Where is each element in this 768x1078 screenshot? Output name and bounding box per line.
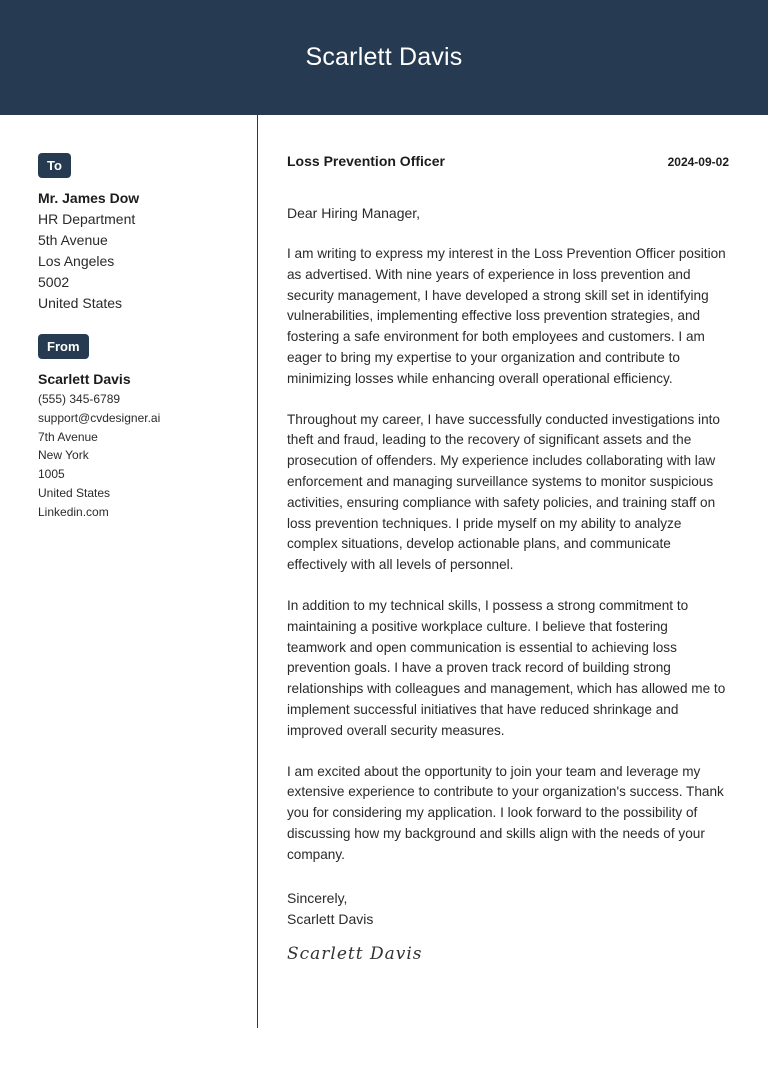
- sender-block: [38, 334, 243, 522]
- sender-phone: (555) 345-6789: [38, 392, 121, 406]
- sender-linkedin: Linkedin.com: [38, 504, 109, 519]
- letter-body: [287, 153, 729, 964]
- recipient-city: Los Angeles: [38, 253, 115, 269]
- sender-email: support@cvdesigner.ai: [38, 410, 161, 425]
- page-header: [0, 0, 768, 115]
- letter-title-row: [287, 153, 729, 175]
- sender-name: Scarlett Davis: [38, 371, 131, 387]
- closing-name: Scarlett Davis: [287, 910, 374, 927]
- sender-city: New York: [38, 448, 89, 463]
- recipient-block: [38, 153, 243, 314]
- sender-street: 7th Avenue: [38, 429, 98, 444]
- paragraph: I am writing to express my interest in the Loss Prevention Officer position as advertised. With nine years of experience in loss prevention and security management, I have developed a strong skill set in identifying vulnerabilities, implementing effective loss prevention strategies, and fostering a safe environment for both employees and customers. I am eager to bring my expertise to your organization and contribute to minimizing losses while enhancing overall operational efficiency.: [287, 246, 726, 386]
- paragraph: Throughout my career, I have successfully conducted investigations into theft and fraud, leading to the recovery of significant assets and the prosecution of offenders. My experience includes collaborating with law enforcement and managing surveillance systems to monitor suspicious activities, ensuring compliance with safety policies, and training staff on loss prevention techniques. I pride myself on my ability to analyze complex situations, develop actionable plans, and communicate effectively with all levels of personnel.: [287, 411, 720, 573]
- sender-postcode: 1005: [38, 467, 65, 482]
- recipient-country: United States: [38, 295, 123, 311]
- paragraph: I am excited about the opportunity to join your team and leverage my extensive experience to contribute to your organization's success. Thank you for considering my application. I look forward to the possibility of discussing how my background and skills align with the needs of your company.: [287, 763, 724, 862]
- to-badge: To: [38, 153, 71, 178]
- recipient-department: HR Department: [38, 211, 136, 227]
- sender-country: United States: [38, 485, 111, 500]
- paragraph: In addition to my technical skills, I possess a strong commitment to maintaining a positive workplace culture. I believe that fostering teamwork and open communication is essential to achieving loss prevention goals. I have a proven track record of building strong relationships with colleagues and management, which has allowed me to implement successful initiatives that have reduced shrinkage and improved overall security measures.: [287, 597, 726, 738]
- closing: [287, 888, 729, 930]
- letter-date: 2024-09-02: [667, 155, 729, 169]
- recipient-postcode: 5002: [38, 274, 70, 290]
- recipient-street: 5th Avenue: [38, 232, 108, 248]
- salutation: Dear Hiring Manager,: [287, 205, 421, 221]
- from-badge: From: [38, 334, 89, 359]
- recipient-name: Mr. James Dow: [38, 190, 140, 206]
- job-title: Loss Prevention Officer: [287, 153, 445, 169]
- column-divider: [257, 115, 258, 1028]
- closing-phrase: Sincerely,: [287, 889, 348, 906]
- signature: Scarlett Davis: [287, 943, 423, 964]
- header-name: Scarlett Davis: [305, 43, 463, 71]
- sidebar: [38, 153, 243, 542]
